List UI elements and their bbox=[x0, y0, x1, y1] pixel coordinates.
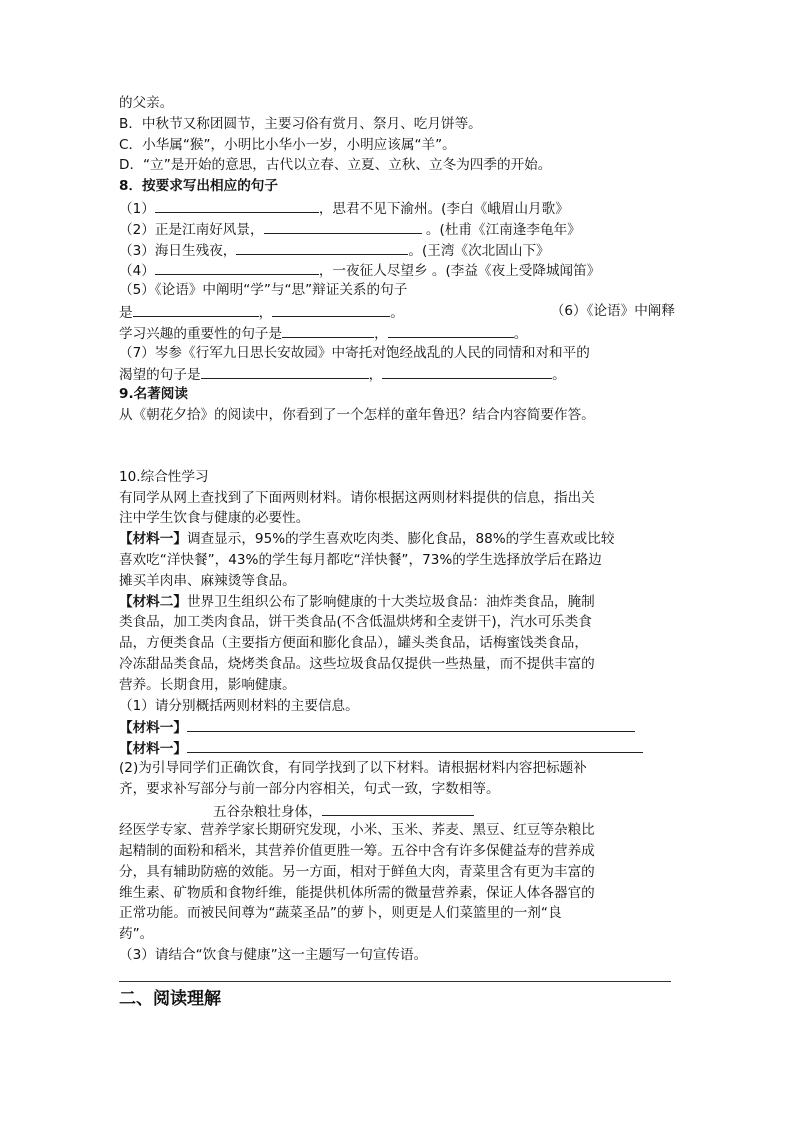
q8-item-5-answer: 是 ， 。 （6）《论语》中阐释 bbox=[119, 302, 675, 321]
question-10-title: 10.综合性学习 bbox=[119, 468, 209, 485]
q8-item-1: （1） ，思君不见下渝州。(李白《峨眉山月歌》 bbox=[119, 197, 675, 218]
q8-item-4: （4） ，一夜征人尽望乡 。(李益《夜上受降城闻笛》 bbox=[119, 259, 675, 280]
q8-item-5: （5）《论语》中阐明“学”与“思”辩证关系的句子 bbox=[119, 282, 408, 299]
answer-blank[interactable] bbox=[187, 716, 635, 732]
article-line: 起精制的面粉和稻米，其营养价值更胜一筹。五谷中含有许多保健益寿的营养成 bbox=[119, 843, 595, 860]
q8-item-7-answer: 渴望的句子是 ， 。 bbox=[119, 363, 675, 384]
q8-item-2: （2）正是江南好风景， 。(杜甫《江南逢李龟年》 bbox=[119, 218, 675, 239]
answer-space[interactable] bbox=[119, 426, 675, 467]
answer-blank[interactable] bbox=[236, 239, 408, 255]
q8-item-7: （7）岑参《行军九日思长安故园》中寄托对饱经战乱的人民的同情和对和平的 bbox=[119, 344, 590, 361]
sub-question-2: 齐，要求补写部分与前一部分内容相关，句式一致，字数相等。 bbox=[119, 780, 500, 797]
option-c: C．小华属“猴”，小明比小华小一岁，小明应该属“羊”。 bbox=[119, 136, 456, 153]
material-2-line: 品，方便类食品（主要指方便面和膨化食品），罐头类食品，话梅蜜饯类食品， bbox=[119, 635, 588, 652]
question-9-text: 从《朝花夕拾》的阅读中，你看到了一个怎样的童年鲁迅？结合内容简要作答。 bbox=[119, 406, 595, 423]
article-line: 经医学专家、营养学家长期研究发现，小米、玉米、荞麦、黑豆、红豆等杂粮比 bbox=[119, 822, 595, 839]
answer-blank[interactable] bbox=[382, 363, 552, 379]
document-body bbox=[119, 93, 675, 966]
paragraph: 注中学生饮食与健康的必要性。 bbox=[119, 510, 310, 527]
article-line: 分，具有辅助防癌的效能。另一方面，相对于鲜鱼大肉，青菜里含有更为丰富的 bbox=[119, 863, 595, 880]
answer-blank[interactable] bbox=[187, 737, 643, 753]
material-2-line: 类食品，加工类肉食品，饼干类食品(不含低温烘烤和全麦饼干)，汽水可乐类食 bbox=[119, 614, 592, 631]
material-2-line: 【材料二】世界卫生组织公布了影响健康的十大类垃圾食品：油炸类食品，腌制 bbox=[119, 593, 595, 610]
article-line: 维生素、矿物质和食物纤维，能提供机体所需的微量营养素，保证人体各器官的 bbox=[119, 884, 595, 901]
divider bbox=[119, 981, 671, 982]
answer-blank[interactable] bbox=[322, 800, 474, 816]
sub-question-3: （3）请结合“饮食与健康”这一主题写一句宣传语。 bbox=[119, 947, 428, 964]
sub-question-1: （1）请分别概括两则材料的主要信息。 bbox=[119, 697, 359, 714]
answer-blank[interactable] bbox=[272, 301, 390, 317]
answer-blank[interactable] bbox=[133, 301, 259, 317]
article-line: 正常功能。而被民间尊为“蔬菜圣品”的萝卜，则更是人们菜篮里的一剂“良 bbox=[119, 905, 562, 922]
paragraph: 有同学从网上查找到了下面两则材料。请你根据这两则材料提供的信息，指出关 bbox=[119, 489, 595, 506]
sub-question-2: (2)为引导同学们正确饮食，有同学找到了以下材料。请根据材料内容把标题补 bbox=[119, 759, 587, 776]
answer-blank[interactable] bbox=[264, 218, 422, 234]
answer-blank[interactable] bbox=[155, 259, 319, 275]
question-8-title: 8．按要求写出相应的句子 bbox=[119, 178, 278, 195]
answer-blank[interactable] bbox=[155, 197, 319, 213]
section-heading: 二、阅读理解 bbox=[119, 989, 221, 1009]
option-d: D．“立”是开始的意思，古代以立春、立夏、立秋、立冬为四季的开始。 bbox=[119, 157, 552, 174]
answer-line-material-2: 【材料一】 bbox=[119, 737, 675, 758]
material-2-line: 冷冻甜品类食品，烧烤类食品。这些垃圾食品仅提供一些热量，而不提供丰富的 bbox=[119, 655, 595, 672]
article-title: 五谷杂粮壮身体， bbox=[119, 800, 675, 821]
q8-item-3: （3）海日生残夜， 。(王湾《次北固山下》 bbox=[119, 239, 675, 260]
answer-blank[interactable] bbox=[201, 363, 369, 379]
article-line: 药”。 bbox=[119, 926, 154, 943]
answer-line-material-1: 【材料一】 bbox=[119, 716, 675, 737]
answer-blank[interactable] bbox=[282, 322, 374, 338]
question-9-title: 9.名著阅读 bbox=[119, 386, 188, 403]
material-1-line: 喜欢吃“洋快餐”，43%的学生每月都吃“洋快餐”，73%的学生选择放学后在路边 bbox=[119, 551, 602, 568]
answer-blank[interactable] bbox=[388, 322, 514, 338]
option-b: B．中秋节又称团圆节，主要习俗有赏月、祭月、吃月饼等。 bbox=[119, 115, 482, 132]
q8-item-6-answer: 学习兴趣的重要性的句子是 ， 。 bbox=[119, 322, 675, 343]
material-1-line: 摊买羊肉串、麻辣烫等食品。 bbox=[119, 572, 296, 589]
material-1-line: 【材料一】调查显示，95%的学生喜欢吃肉类、膨化食品，88%的学生喜欢或比较 bbox=[119, 531, 615, 548]
text-line: 的父亲。 bbox=[119, 95, 174, 111]
material-2-line: 营养。长期食用，影响健康。 bbox=[119, 676, 296, 693]
